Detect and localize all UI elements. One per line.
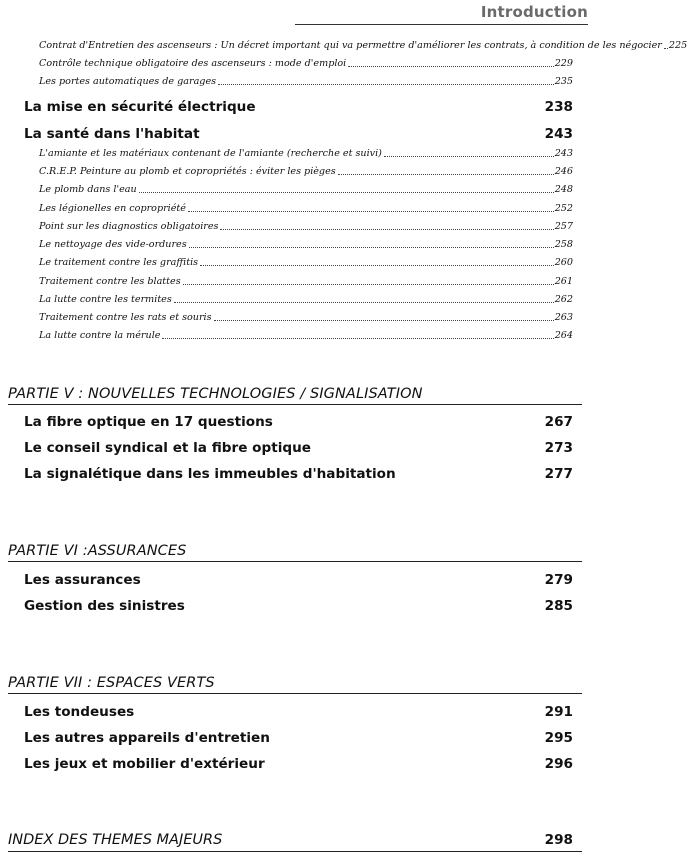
dot-leader bbox=[384, 156, 554, 157]
dot-leader bbox=[338, 174, 554, 175]
dot-leader bbox=[183, 284, 554, 285]
toc-subentry[interactable] bbox=[39, 237, 573, 250]
toc-entry-title: Gestion des sinistres bbox=[24, 598, 185, 614]
toc-entry-page: 243 bbox=[544, 126, 573, 142]
part-title[interactable]: PARTIE VI :ASSURANCES bbox=[8, 543, 187, 559]
toc-subentry-title: Les légionelles en copropriété bbox=[39, 203, 186, 214]
toc-subentry-title: Les portes automatiques de garages bbox=[39, 76, 217, 87]
toc-subentry-page: 257 bbox=[554, 221, 573, 232]
toc-subentry-title: Le traitement contre les graffitis bbox=[39, 257, 199, 268]
dot-leader bbox=[162, 338, 553, 339]
toc-subentry-title: Traitement contre les rats et souris bbox=[39, 312, 212, 323]
toc-entry[interactable] bbox=[24, 754, 573, 772]
toc-entry-page: 267 bbox=[544, 414, 573, 430]
dot-leader bbox=[189, 247, 554, 248]
dot-leader bbox=[664, 48, 668, 49]
toc-subentry[interactable] bbox=[39, 74, 573, 87]
toc-subentry[interactable] bbox=[39, 56, 573, 69]
toc-entry-page: 291 bbox=[544, 704, 573, 720]
dot-leader bbox=[139, 192, 554, 193]
toc-entry[interactable] bbox=[24, 438, 573, 456]
toc-subentry-page: 264 bbox=[554, 330, 573, 341]
toc-subentry-page: 235 bbox=[554, 76, 573, 87]
toc-entry-page: 238 bbox=[544, 99, 573, 115]
toc-entry-page: 285 bbox=[544, 598, 573, 614]
toc-entry-page: 279 bbox=[544, 572, 573, 588]
toc-entry[interactable] bbox=[24, 97, 573, 115]
part-rule bbox=[8, 693, 582, 694]
toc-entry-title: Les tondeuses bbox=[24, 704, 135, 720]
toc-subentry-title: Contrôle technique obligatoire des ascenseurs : mode d'emploi bbox=[39, 58, 347, 69]
part-title[interactable]: PARTIE VII : ESPACES VERTS bbox=[8, 675, 215, 691]
dot-leader bbox=[188, 211, 554, 212]
toc-entry-page: 295 bbox=[544, 730, 573, 746]
toc-subentry-page: 243 bbox=[554, 148, 573, 159]
toc-entry[interactable] bbox=[24, 570, 573, 588]
toc-entry-title: Les assurances bbox=[24, 572, 141, 588]
toc-subentry-page: 246 bbox=[554, 166, 573, 177]
dot-leader bbox=[220, 229, 553, 230]
dot-leader bbox=[218, 84, 554, 85]
toc-subentry-title: La lutte contre la mérule bbox=[39, 330, 161, 341]
toc-entry[interactable] bbox=[24, 464, 573, 482]
toc-subentry[interactable] bbox=[39, 310, 573, 323]
toc-subentry[interactable] bbox=[39, 182, 573, 195]
toc-subentry-title: Point sur les diagnostics obligatoires bbox=[39, 221, 219, 232]
toc-subentry-page: 261 bbox=[554, 276, 573, 287]
toc-subentry-title: Contrat d'Entretien des ascenseurs : Un décret important qui va permettre d'améliorer les contrats, à condition de les négocier bbox=[39, 40, 662, 51]
toc-subentry-title: La lutte contre les termites bbox=[39, 294, 172, 305]
toc-subentry-page: 258 bbox=[554, 239, 573, 250]
toc-entry-title: La mise en sécurité électrique bbox=[24, 99, 256, 115]
toc-subentry[interactable] bbox=[39, 164, 573, 177]
toc-entry[interactable] bbox=[24, 412, 573, 430]
toc-subentry-page: 263 bbox=[554, 312, 573, 323]
toc-entry-title: La fibre optique en 17 questions bbox=[24, 414, 273, 430]
toc-entry[interactable] bbox=[24, 728, 573, 746]
dot-leader bbox=[200, 265, 554, 266]
dot-leader bbox=[348, 66, 553, 67]
toc-subentry-title: Traitement contre les blattes bbox=[39, 276, 181, 287]
toc-subentry-page: 248 bbox=[554, 184, 573, 195]
toc-subentry[interactable] bbox=[39, 328, 573, 341]
toc-subentry-page: 229 bbox=[554, 58, 573, 69]
toc-entry-title: La signalétique dans les immeubles d'habitation bbox=[24, 466, 396, 482]
toc-entry[interactable] bbox=[24, 124, 573, 142]
header-rule bbox=[295, 24, 588, 25]
toc-subentry-page: 262 bbox=[554, 294, 573, 305]
toc-entry-page: 296 bbox=[544, 756, 573, 772]
toc-entry[interactable] bbox=[24, 596, 573, 614]
toc-subentry[interactable] bbox=[39, 255, 573, 268]
toc-entry-title: Le conseil syndical et la fibre optique bbox=[24, 440, 312, 456]
toc-subentry[interactable] bbox=[39, 38, 687, 51]
toc-entry-title: Les jeux et mobilier d'extérieur bbox=[24, 756, 265, 772]
toc-subentry-page: 252 bbox=[554, 203, 573, 214]
toc-entry-page: 277 bbox=[544, 466, 573, 482]
toc-subentry[interactable] bbox=[39, 146, 573, 159]
dot-leader bbox=[174, 302, 554, 303]
toc-entry-title: Les autres appareils d'entretien bbox=[24, 730, 270, 746]
toc-subentry-title: C.R.E.P. Peinture au plomb et copropriétés : éviter les pièges bbox=[39, 166, 336, 177]
toc-entry-title: La santé dans l'habitat bbox=[24, 126, 200, 142]
part-rule bbox=[8, 851, 582, 852]
toc-entry[interactable] bbox=[24, 702, 573, 720]
index-entry[interactable] bbox=[8, 832, 573, 848]
toc-subentry[interactable] bbox=[39, 201, 573, 214]
toc-subentry[interactable] bbox=[39, 274, 573, 287]
dot-leader bbox=[214, 320, 554, 321]
toc-subentry[interactable] bbox=[39, 219, 573, 232]
part-rule bbox=[8, 404, 582, 405]
toc-subentry-title: L'amiante et les matériaux contenant de l'amiante (recherche et suivi) bbox=[39, 148, 382, 159]
toc-subentry[interactable] bbox=[39, 292, 573, 305]
toc-subentry-page: 225 bbox=[668, 40, 687, 51]
part-title[interactable]: PARTIE V : NOUVELLES TECHNOLOGIES / SIGNALISATION bbox=[8, 386, 423, 402]
header-title: Introduction bbox=[480, 3, 588, 21]
toc-subentry-title: Le nettoyage des vide-ordures bbox=[39, 239, 187, 250]
toc-entry-page: 273 bbox=[544, 440, 573, 456]
index-page: 298 bbox=[544, 832, 573, 848]
part-rule bbox=[8, 561, 582, 562]
index-title: INDEX DES THEMES MAJEURS bbox=[8, 832, 223, 848]
toc-subentry-title: Le plomb dans l'eau bbox=[39, 184, 137, 195]
toc-subentry-page: 260 bbox=[554, 257, 573, 268]
